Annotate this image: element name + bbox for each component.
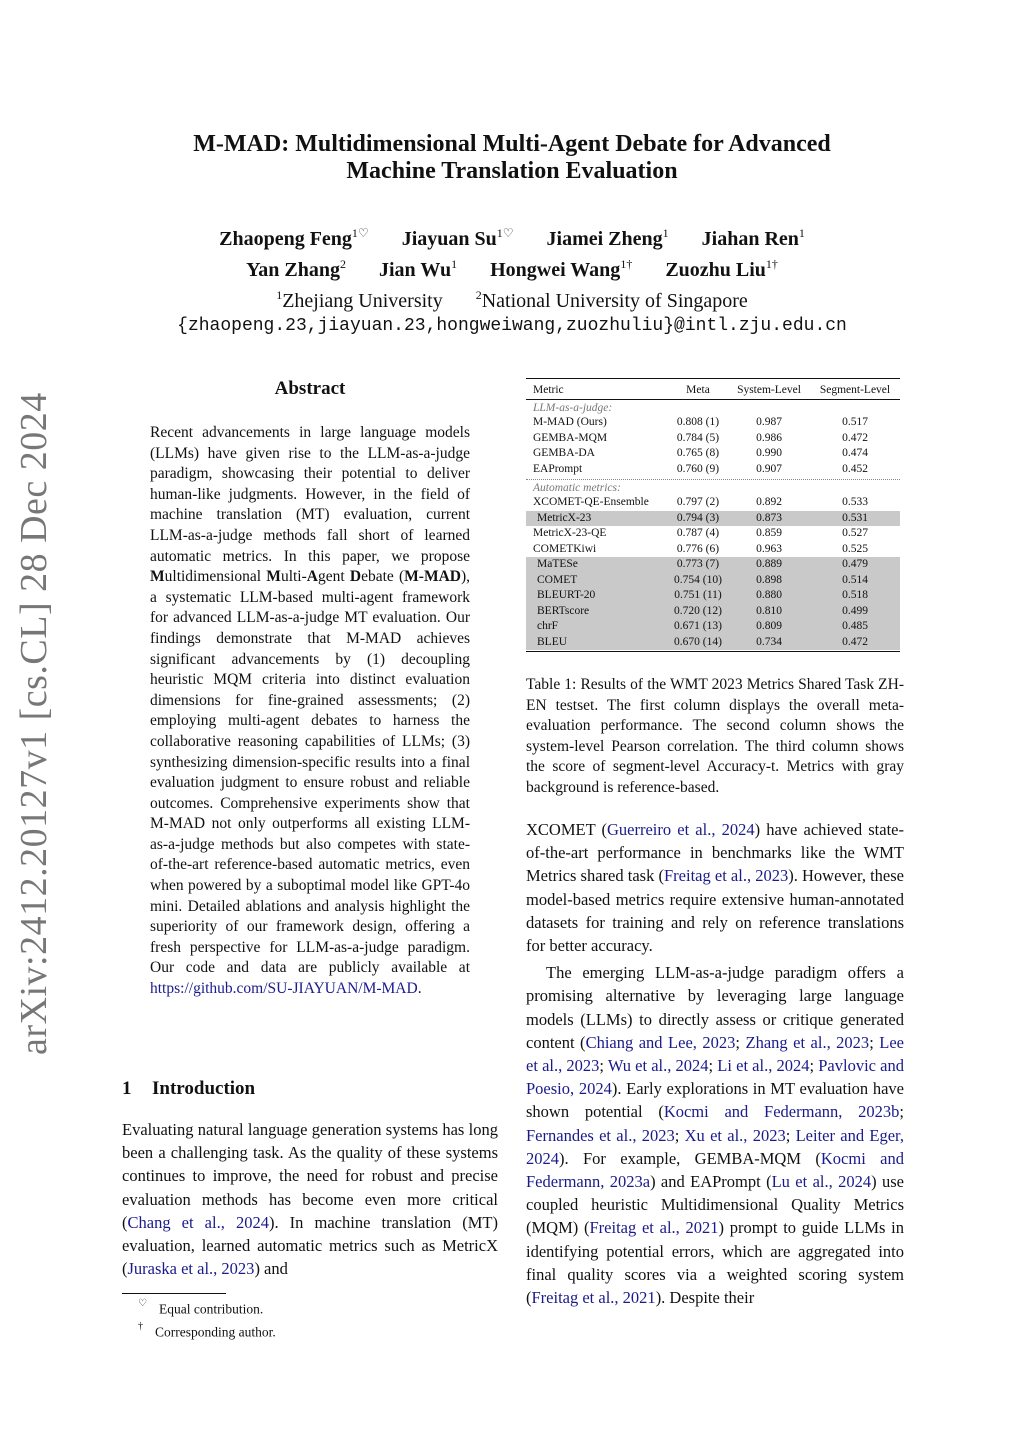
- citation-link[interactable]: Xu et al., 2023: [684, 1125, 786, 1145]
- cell-metric: MetricX-23: [537, 511, 592, 524]
- cell-system-level: 0.987: [756, 416, 782, 428]
- cell-segment-level: 0.485: [842, 620, 868, 632]
- title-line-1: M-MAD: Multidimensional Multi-Agent Debate for Advanced: [193, 131, 831, 157]
- author-affiliation: 1†: [620, 257, 633, 271]
- cell-meta: 0.754 (10): [674, 573, 722, 586]
- table-section-automatic-metrics: Automatic metrics:: [533, 482, 621, 494]
- cell-segment-level: 0.499: [842, 604, 868, 617]
- github-link[interactable]: https://github.com/SU-JIAYUAN/M-MAD: [150, 980, 418, 998]
- cell-system-level: 0.873: [756, 511, 782, 524]
- cell-segment-level: 0.474: [842, 447, 868, 459]
- cell-segment-level: 0.525: [842, 542, 868, 555]
- table-row: [526, 557, 900, 573]
- author-row-2: [0, 252, 1024, 283]
- table-row: [526, 588, 900, 604]
- title-line-2: Machine Translation Evaluation: [346, 158, 678, 184]
- table-row: [526, 446, 900, 462]
- cell-meta: 0.808 (1): [676, 416, 720, 428]
- results-table: [526, 378, 900, 652]
- affiliation-name: Zhejiang University: [282, 290, 443, 312]
- paper-title: [0, 131, 1024, 185]
- cell-meta: 0.670 (14): [674, 635, 722, 648]
- table-row: [526, 415, 900, 431]
- cell-segment-level: 0.452: [842, 462, 868, 475]
- footnote-rule: [122, 1293, 226, 1294]
- cell-system-level: 0.809: [756, 620, 782, 632]
- table-row: [526, 635, 900, 651]
- cell-system-level: 0.889: [756, 558, 782, 570]
- cell-metric: chrF: [537, 620, 559, 632]
- cell-metric: BLEURT-20: [537, 589, 596, 601]
- citation-link[interactable]: Lee et al., 2023: [526, 1032, 905, 1076]
- table-row: [526, 619, 900, 635]
- author-row-1: [0, 221, 1024, 252]
- citation-link[interactable]: Kocmi and Federmann, 2023a: [526, 1148, 904, 1192]
- cell-segment-level: 0.518: [842, 589, 868, 601]
- cell-segment-level: 0.514: [842, 573, 868, 586]
- author-name: Jiahan Ren: [701, 228, 799, 250]
- citation-link[interactable]: Fernandes et al., 2023: [526, 1125, 675, 1145]
- cell-metric: M-MAD (Ours): [533, 416, 607, 428]
- author-name: Jian Wu: [379, 259, 452, 281]
- cell-meta: 0.776 (6): [676, 542, 720, 555]
- cell-metric: BLEU: [537, 635, 568, 648]
- author-email: {zhaopeng.23,jiayuan.23,hongweiwang,zuozhuliu}@intl.zju.edu.cn: [177, 316, 847, 336]
- cell-metric: MetricX-23-QE: [533, 527, 607, 539]
- cell-system-level: 0.986: [756, 431, 782, 444]
- cell-system-level: 0.892: [756, 496, 782, 508]
- citation-link[interactable]: Li et al., 2024: [717, 1056, 810, 1076]
- cell-system-level: 0.810: [756, 604, 782, 617]
- cell-meta: 0.794 (3): [676, 511, 720, 524]
- section-heading-introduction: 1 Introduction: [122, 1078, 256, 1099]
- affiliation-marker: 1: [276, 288, 283, 302]
- affiliation-marker: 2: [475, 288, 482, 302]
- cell-meta: 0.797 (2): [676, 496, 720, 508]
- footnote: ♡ Equal contribution.: [138, 1298, 264, 1317]
- author-name: Zuozhu Liu: [665, 259, 766, 281]
- table-section-llm-judge: LLM-as-a-judge:: [533, 402, 613, 414]
- author-affiliation: 1: [798, 226, 805, 240]
- cell-meta: 0.773 (7): [676, 558, 720, 570]
- cell-system-level: 0.859: [756, 527, 782, 539]
- cell-metric: GEMBA-DA: [533, 447, 595, 459]
- author-affiliation: 1♡: [351, 226, 369, 240]
- footnotes: [138, 1296, 276, 1341]
- table-row: [526, 511, 900, 527]
- cell-metric: GEMBA-MQM: [533, 431, 608, 444]
- table-row: [526, 573, 900, 589]
- cell-metric: MaTESe: [537, 558, 578, 570]
- citation-link[interactable]: Leiter and Eger, 2024: [526, 1125, 904, 1168]
- paragraph: The emerging LLM-as-a-judge paradigm offers a promising alternative by leveraging large language models (LLMs) to directly assess or critique generated content (Chiang and Lee, 2023; Zhang et al., 2023; Lee et al., 2023; Wu et al., 2024; Li et al., 2024; Pavlovic and Poesio, 2024). Early explorations in MT evaluation have shown potential (Kocmi and Federmann, 2023b; Fernandes et al., 2023; Xu et al., 2023; Leiter and Eger, 2024). For example, GEMBA-MQM (Kocmi and Federmann, 2023a) and EAPrompt (Lu et al., 2024) use coupled heuristic Multidimensional Quality Metrics (MQM) (Freitag et al., 2021) prompt to guide LLMs in identifying potential errors, which are aggregated into final quality scores via a weighted scoring system (Freitag et al., 2021). Despite their: [526, 963, 905, 1308]
- author-name: Hongwei Wang: [490, 259, 621, 281]
- affiliation-name: National University of Singapore: [481, 290, 748, 312]
- footnote: † Corresponding author.: [138, 1320, 276, 1339]
- cell-segment-level: 0.531: [842, 511, 868, 524]
- cell-system-level: 0.907: [756, 462, 782, 475]
- table-row: [526, 542, 900, 558]
- author-name: Jiamei Zheng: [546, 228, 663, 250]
- cell-meta: 0.765 (8): [676, 447, 720, 459]
- citation-link[interactable]: Chang et al., 2024: [127, 1212, 269, 1232]
- header-system-level: System-Level: [737, 384, 801, 396]
- cell-system-level: 0.880: [756, 589, 782, 601]
- cell-segment-level: 0.517: [842, 416, 868, 428]
- abstract-body: Recent advancements in large language models (LLMs) have given rise to the LLM-as-a-judge paradigm, showcasing their potential to deliver human-like judgments. However, in the field of machine translation (MT) evaluation, current LLM-as-a-judge methods fall short of learned automatic metrics. In this paper, we propose Multidimensional Multi-Agent Debate (M-MAD), a systematic LLM-based multi-agent framework for advanced LLM-as-a-judge MT evaluation. Our findings demonstrate that M-MAD achieves significant advancements by (1) decoupling heuristic MQM criteria into distinct evaluation dimensions for fine-grained assessments; (2) employing multi-agent debates to harness the collaborative reasoning capabilities of LLMs; (3) synthesizing dimension-specific results into a final evaluation judgment to ensure robust and reliable outcomes. Comprehensive experiments show that M-MAD not only outperforms all existing LLM-as-a-judge methods but also competes with state-of-the-art reference-based automatic metrics, even when powered by a suboptimal model like GPT-4o mini. Detailed ablations and analysis highlight the superiority of our framework design, offering a fresh perspective for LLM-as-a-judge paradigm. Our code and data are publicly available at https://github.com/SU-JIAYUAN/M-MAD.: [150, 424, 471, 998]
- citation-link[interactable]: Kocmi and Federmann, 2023b: [663, 1102, 900, 1122]
- header-segment-level: Segment-Level: [819, 384, 891, 396]
- table-row: [526, 462, 900, 478]
- cell-system-level: 0.963: [756, 542, 782, 555]
- cell-meta: 0.784 (5): [676, 431, 720, 444]
- cell-system-level: 0.734: [756, 635, 782, 648]
- author-affiliation: 1♡: [496, 226, 514, 240]
- author-affiliation: 2: [340, 257, 346, 271]
- right-column-body: [526, 818, 904, 1313]
- cell-system-level: 0.990: [756, 447, 782, 459]
- cell-meta: 0.720 (12): [674, 604, 722, 617]
- citation-link[interactable]: Juraska et al., 2023: [127, 1259, 255, 1279]
- citation-link[interactable]: Guerreiro et al., 2024: [607, 820, 755, 839]
- cell-metric: COMETKiwi: [533, 542, 597, 555]
- cell-segment-level: 0.527: [842, 527, 868, 539]
- cell-meta: 0.760 (9): [676, 462, 720, 475]
- citation-link[interactable]: Pavlovic and Poesio, 2024: [526, 1056, 904, 1099]
- header-meta: Meta: [686, 384, 710, 396]
- cell-segment-level: 0.472: [842, 431, 868, 444]
- introduction-body: Evaluating natural language generation systems has long been a challenging task. As the quality of these systems continues to improve, the need for robust and precise evaluation methods has become even more critical (Chang et al., 2024). In machine translation (MT) evaluation, learned automatic metrics such as MetricX (Juraska et al., 2023) and: [122, 1120, 498, 1279]
- cell-metric: XCOMET-QE-Ensemble: [533, 496, 649, 508]
- abstract-heading: Abstract: [274, 378, 346, 399]
- table-row: [526, 526, 900, 542]
- author-name: Zhaopeng Feng: [219, 228, 352, 250]
- cell-segment-level: 0.472: [842, 635, 868, 648]
- arxiv-stamp: arXiv:2412.20127v1 [cs.CL] 28 Dec 2024: [13, 392, 55, 1055]
- author-affiliation: 1†: [765, 257, 778, 271]
- header-metric: Metric: [533, 384, 564, 396]
- author-block: [0, 221, 1024, 339]
- paragraph: XCOMET (Guerreiro et al., 2024) have achieved state-of-the-art performance in benchmarks like the WMT Metrics shared task (Freitag et al., 2023). However, these model-based metrics require extensive human-annotated datasets for training and rely on reference translations for better accuracy.: [526, 820, 904, 956]
- cell-meta: 0.671 (13): [674, 620, 722, 632]
- table-caption: Table 1: Results of the WMT 2023 Metrics Shared Task ZH-EN testset. The first column displays the overall meta-evaluation performance. The second column shows the system-level Pearson correlation. The third column shows the score of segment-level Accuracy-t. Metrics with gray background is reference-based.: [526, 676, 904, 796]
- citation-link[interactable]: Chiang and Lee, 2023: [585, 1032, 736, 1052]
- citation-link[interactable]: Freitag et al., 2023: [663, 866, 789, 886]
- citation-link[interactable]: Freitag et al., 2021: [531, 1288, 656, 1308]
- author-affiliation: 1: [451, 257, 458, 271]
- cell-metric: BERTscore: [537, 604, 590, 617]
- table-row: [526, 604, 900, 620]
- cell-metric: COMET: [537, 573, 578, 586]
- cell-segment-level: 0.479: [842, 558, 868, 570]
- author-affiliation: 1: [662, 226, 669, 240]
- cell-meta: 0.751 (11): [674, 589, 722, 601]
- cell-segment-level: 0.533: [842, 496, 868, 508]
- author-name: Jiayuan Su: [401, 228, 497, 250]
- cell-metric: EAPrompt: [533, 462, 583, 475]
- table-header: [526, 379, 900, 399]
- citation-link[interactable]: Freitag et al., 2021: [589, 1218, 719, 1238]
- table-row: [526, 495, 900, 511]
- citation-link[interactable]: Zhang et al., 2023: [745, 1032, 870, 1052]
- cell-meta: 0.787 (4): [676, 527, 720, 539]
- citation-link[interactable]: Wu et al., 2024: [607, 1056, 709, 1076]
- affiliation-row: [0, 283, 1024, 314]
- table-row: [526, 431, 900, 447]
- cell-system-level: 0.898: [756, 573, 782, 586]
- author-name: Yan Zhang: [246, 259, 340, 281]
- citation-link[interactable]: Lu et al., 2024: [771, 1172, 872, 1192]
